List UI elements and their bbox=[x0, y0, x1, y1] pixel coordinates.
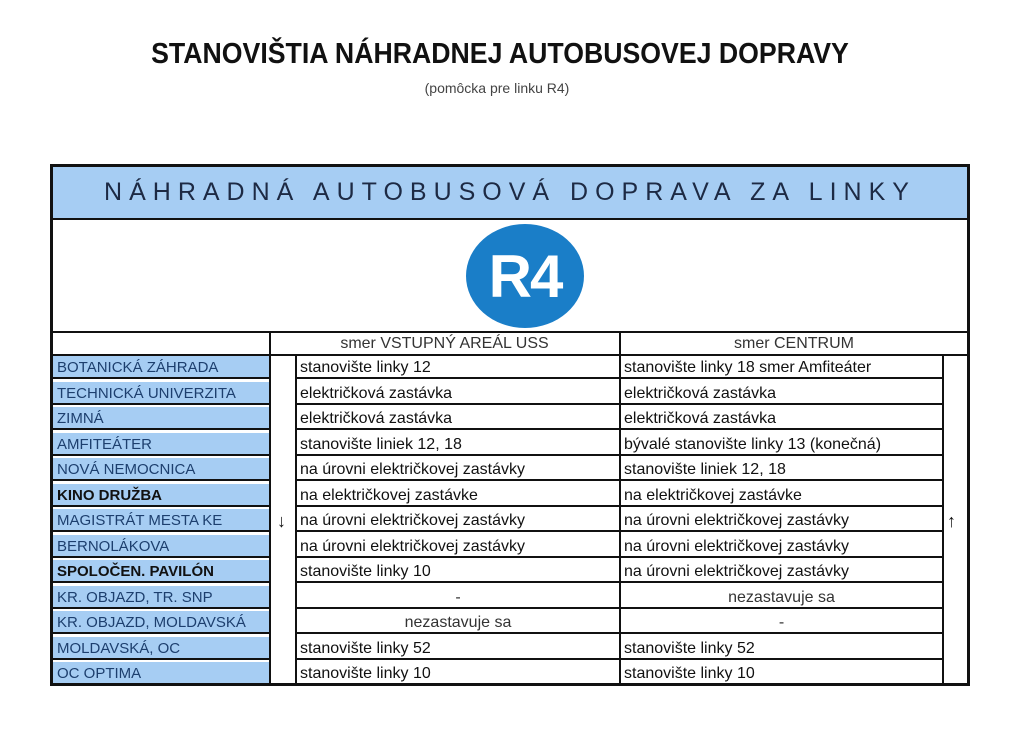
table-row bbox=[53, 458, 967, 484]
table-row bbox=[53, 407, 967, 433]
table-row bbox=[53, 433, 967, 459]
column-divider bbox=[942, 356, 944, 686]
table-row bbox=[53, 509, 967, 535]
stop-name: BERNOLÁKOVA bbox=[53, 535, 269, 558]
direction-1-stop-location: na úrovni električkovej zastávky bbox=[297, 509, 619, 532]
table-row bbox=[53, 356, 967, 382]
direction-2-stop-location: stanovište linky 18 smer Amfiteáter bbox=[621, 356, 942, 379]
direction-2-stop-location: nezastavuje sa bbox=[621, 586, 942, 609]
stop-name: AMFITEÁTER bbox=[53, 433, 269, 456]
page-title: STANOVIŠTIA NÁHRADNEJ AUTOBUSOVEJ DOPRAVY bbox=[151, 38, 849, 70]
stop-name: MAGISTRÁT MESTA KE bbox=[53, 509, 269, 532]
stop-name: NOVÁ NEMOCNICA bbox=[53, 458, 269, 481]
stop-name: BOTANICKÁ ZÁHRADA bbox=[53, 356, 269, 379]
column-divider bbox=[269, 356, 271, 686]
direction-1-stop-location: stanovište linky 12 bbox=[297, 356, 619, 379]
table-row bbox=[53, 560, 967, 586]
stop-name: SPOLOČEN. PAVILÓN bbox=[53, 560, 269, 583]
timetable-sheet bbox=[50, 164, 970, 686]
column-divider bbox=[295, 356, 297, 686]
direction-2-stop-location: stanovište linky 52 bbox=[621, 637, 942, 660]
direction-2-stop-location: električková zastávka bbox=[621, 407, 942, 430]
arrow-up-icon: ↑ bbox=[947, 511, 956, 531]
direction-1-stop-location: - bbox=[297, 586, 619, 609]
direction-2-stop-location: stanovište linky 10 bbox=[621, 662, 942, 685]
page-subtitle: (pomôcka pre linku R4) bbox=[424, 80, 570, 96]
direction-2-stop-location: na úrovni električkovej zastávky bbox=[621, 509, 942, 532]
stop-name: KR. OBJAZD, TR. SNP bbox=[53, 586, 269, 609]
direction-1-stop-location: električková zastávka bbox=[297, 382, 619, 405]
direction-1-header: smer VSTUPNÝ AREÁL USS bbox=[340, 335, 549, 352]
column-divider bbox=[619, 356, 621, 686]
table-row bbox=[53, 637, 967, 663]
direction-1-stop-location: na električkovej zastávke bbox=[297, 484, 619, 507]
direction-1-stop-location: nezastavuje sa bbox=[297, 611, 619, 634]
direction-2-stop-location: stanovište liniek 12, 18 bbox=[621, 458, 942, 481]
direction-1-stop-location: na úrovni električkovej zastávky bbox=[297, 458, 619, 481]
stop-name: OC OPTIMA bbox=[53, 662, 269, 685]
direction-1-stop-location: stanovište liniek 12, 18 bbox=[297, 433, 619, 456]
stop-name: MOLDAVSKÁ, OC bbox=[53, 637, 269, 660]
stop-name: KINO DRUŽBA bbox=[53, 484, 269, 507]
table-row bbox=[53, 484, 967, 510]
direction-1-stop-location: stanovište linky 10 bbox=[297, 560, 619, 583]
direction-2-stop-location: - bbox=[621, 611, 942, 634]
banner-heading: NÁHRADNÁ AUTOBUSOVÁ DOPRAVA ZA LINKY bbox=[53, 167, 967, 220]
direction-1-stop-location: stanovište linky 52 bbox=[297, 637, 619, 660]
direction-1-stop-location: stanovište linky 10 bbox=[297, 662, 619, 685]
direction-2-stop-location: na električkovej zastávke bbox=[621, 484, 942, 507]
direction-2-stop-location: električková zastávka bbox=[621, 382, 942, 405]
logo-area bbox=[53, 220, 967, 333]
stop-name: KR. OBJAZD, MOLDAVSKÁ bbox=[53, 611, 269, 634]
direction-1-stop-location: električková zastávka bbox=[297, 407, 619, 430]
table-row bbox=[53, 611, 967, 637]
direction-2-stop-location: na úrovni električkovej zastávky bbox=[621, 535, 942, 558]
direction-2-header: smer CENTRUM bbox=[734, 335, 854, 352]
line-badge-r4: R4 bbox=[466, 224, 584, 328]
direction-1-stop-location: na úrovni električkovej zastávky bbox=[297, 535, 619, 558]
table-row bbox=[53, 662, 967, 688]
table-row bbox=[53, 382, 967, 408]
stop-name: ZIMNÁ bbox=[53, 407, 269, 430]
direction-2-stop-location: na úrovni električkovej zastávky bbox=[621, 560, 942, 583]
table-row bbox=[53, 535, 967, 561]
arrow-down-icon: ↓ bbox=[277, 511, 286, 531]
table-row bbox=[53, 586, 967, 612]
direction-2-stop-location: bývalé stanovište linky 13 (konečná) bbox=[621, 433, 942, 456]
direction-header-row bbox=[53, 333, 967, 356]
stop-name: TECHNICKÁ UNIVERZITA bbox=[53, 382, 269, 405]
